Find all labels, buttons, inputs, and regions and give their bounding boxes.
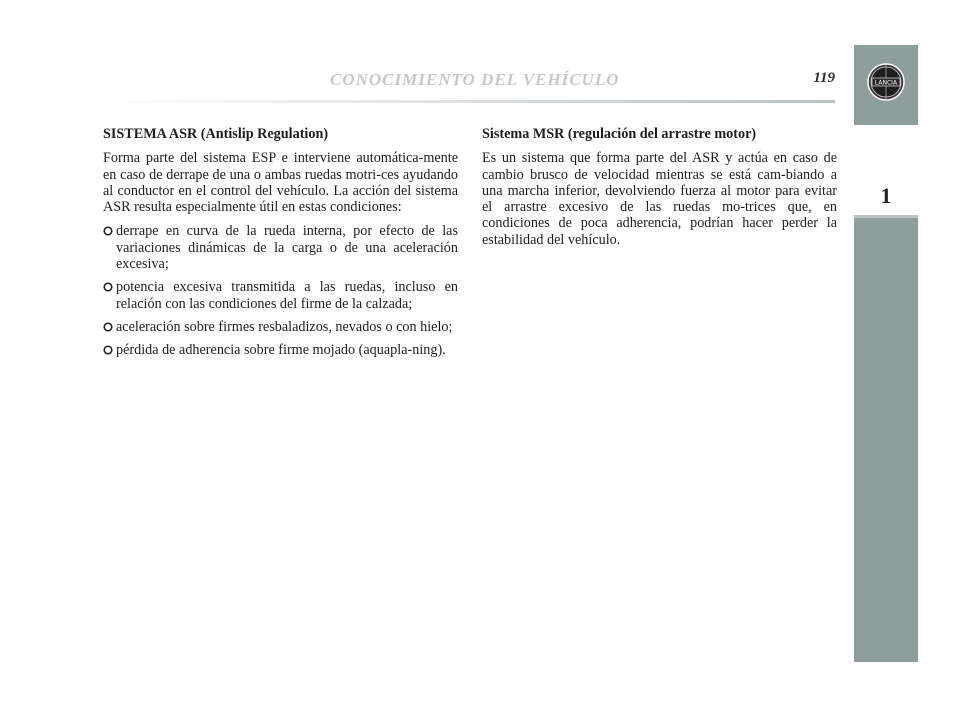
section-title: CONOCIMIENTO DEL VEHÍCULO xyxy=(330,70,620,89)
list-item-text: potencia excesiva transmitida a las ruedas, incluso en relación con las condiciones del firme de la calzada; xyxy=(116,279,458,312)
chapter-tab[interactable] xyxy=(854,125,918,218)
page-header xyxy=(100,70,835,96)
logo-text: LANCIA xyxy=(874,79,898,87)
chapter-sidebar xyxy=(854,45,918,662)
left-column xyxy=(103,126,458,366)
page-number: 119 xyxy=(813,70,835,86)
right-column xyxy=(482,126,837,256)
asr-conditions-list xyxy=(103,223,458,358)
msr-body: Es un sistema que forma parte del ASR y actúa en caso de cambio brusco de velocidad mientras se está cam-biando a una marcha inferior, devolviendo fuerza al motor para evitar el arrastre excesivo de las ruedas mo-trices que, en condiciones de poca adherencia, podrían hacer perder la estabilidad del vehículo. xyxy=(482,150,837,248)
hollow-circle-bullet-icon xyxy=(103,322,113,332)
list-item-text: aceleración sobre firmes resbaladizos, nevados o con hielo; xyxy=(116,318,453,335)
list-item-text: pérdida de adherencia sobre firme mojado (aquapla-ning). xyxy=(116,342,446,359)
asr-intro: Forma parte del sistema ESP e interviene automática-mente en caso de derrape de una o ambas ruedas motri-ces ayudando al conductor en el control del vehículo. La acción del sistema ASR resulta especialmente útil en estas condiciones: xyxy=(103,150,458,216)
asr-heading: SISTEMA ASR (Antislip Regulation) xyxy=(103,126,329,142)
hollow-circle-bullet-icon xyxy=(103,226,113,236)
list-item xyxy=(103,279,458,312)
header-divider xyxy=(100,100,835,103)
lancia-logo-icon xyxy=(854,45,918,121)
chapter-number: 1 xyxy=(880,183,892,208)
msr-heading: Sistema MSR (regulación del arrastre motor) xyxy=(482,126,757,142)
list-item xyxy=(103,319,458,335)
list-item xyxy=(103,342,458,358)
hollow-circle-bullet-icon xyxy=(103,282,113,292)
hollow-circle-bullet-icon xyxy=(103,345,113,355)
list-item xyxy=(103,223,458,272)
list-item-text: derrape en curva de la rueda interna, por efecto de las variaciones dinámicas de la carga o de una aceleración excesiva; xyxy=(116,223,458,273)
